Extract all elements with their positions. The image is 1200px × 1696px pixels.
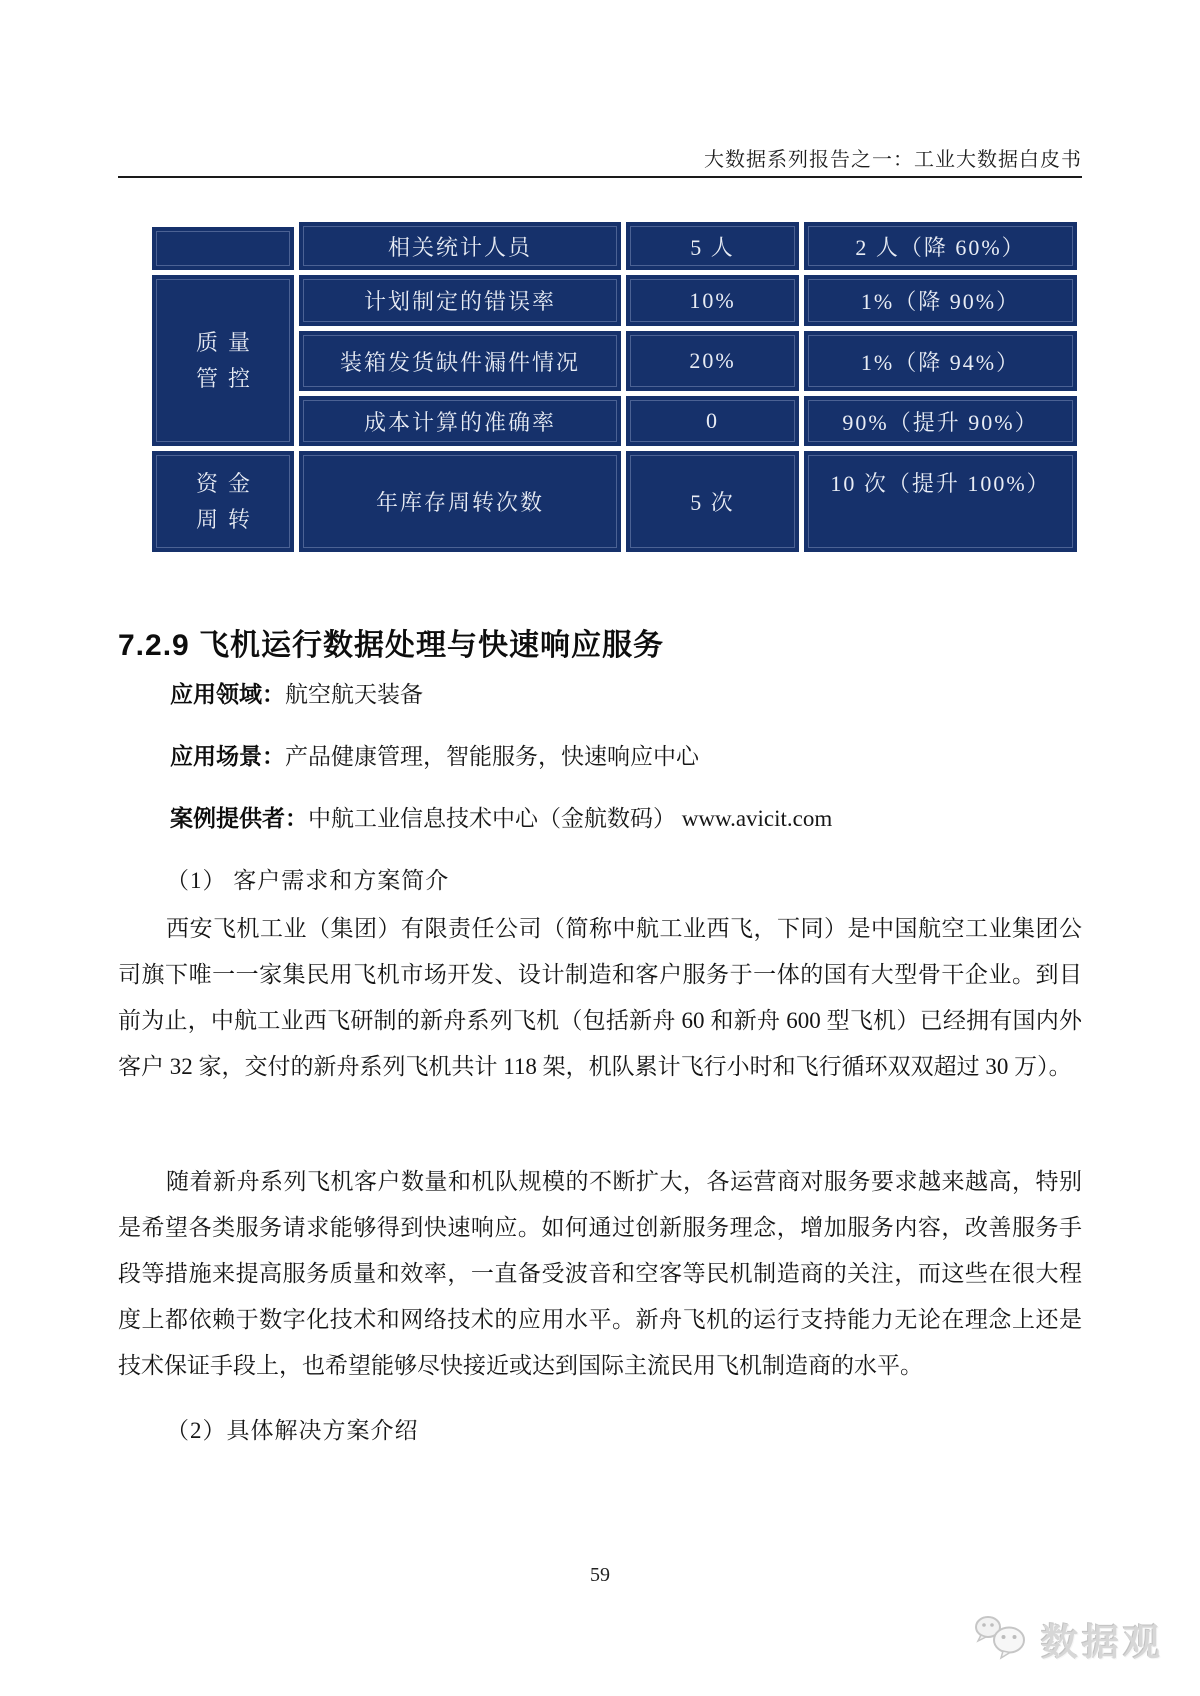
field-application-scene: [170, 738, 699, 771]
header-rule: [118, 176, 1082, 178]
table-cell-group-empty: [152, 227, 294, 270]
group-capital-line2: 周转: [195, 506, 260, 532]
table-cell-after: 1%（降 94%）: [804, 331, 1077, 391]
table-cell-before: 0: [626, 396, 799, 446]
subsection-2-title: （2）具体解决方案介绍: [166, 1418, 419, 1443]
table-cell-metric: 相关统计人员: [299, 222, 621, 270]
field-value: 航空航天装备: [285, 682, 423, 707]
table-cell-before: 10%: [626, 275, 799, 326]
field-label: 应用领域：: [170, 681, 285, 707]
watermark: [973, 1612, 1164, 1666]
table-cell-metric: 成本计算的准确率: [299, 396, 621, 446]
table-cell-after: 90%（提升 90%）: [804, 396, 1077, 446]
table-cell-group-quality: [152, 275, 294, 446]
field-application-domain: [170, 676, 423, 709]
field-case-provider: [170, 800, 832, 833]
table-cell-after: 1%（降 90%）: [804, 275, 1077, 326]
subsection-1-title: （1） 客户需求和方案简介: [166, 868, 450, 893]
table-cell-metric: 计划制定的错误率: [299, 275, 621, 326]
group-capital-line1: 资金: [195, 470, 260, 496]
page-number: 59: [590, 1564, 610, 1586]
field-label: 应用场景：: [170, 743, 285, 769]
running-header: 大数据系列报告之一：工业大数据白皮书: [704, 149, 1082, 171]
table-cell-metric: 装箱发货缺件漏件情况: [299, 331, 621, 391]
table-cell-before: 5 次: [626, 451, 799, 552]
table-cell-before: 5 人: [626, 222, 799, 270]
group-quality-line1: 质量: [195, 329, 260, 355]
watermark-text: 数据观: [1041, 1622, 1164, 1663]
wechat-icon: [973, 1613, 1031, 1666]
table-cell-metric: 年库存周转次数: [299, 451, 621, 552]
body-paragraph-1: 西安飞机工业（集团）有限责任公司（简称中航工业西飞，下同）是中国航空工业集团公司旗下唯一一家集民用飞机市场开发、设计制造和客户服务于一体的国有大型骨干企业。到目前为止，中航工业西飞研制的新舟系列飞机（包括新舟 60 和新舟 600 型飞机）已经拥有国内外客户 32 家，交付的新舟系列飞机共计 118 架，机队累计飞行小时和飞行循环双双超过 30 万）。: [118, 916, 1082, 1079]
table-cell-after: 2 人（降 60%）: [804, 222, 1077, 270]
group-quality-line2: 管控: [195, 365, 260, 391]
body-paragraph-2: 随着新舟系列飞机客户数量和机队规模的不断扩大，各运营商对服务要求越来越高，特别是希望各类服务请求能够得到快速响应。如何通过创新服务理念，增加服务内容，改善服务手段等措施来提高服务质量和效率，一直备受波音和空客等民机制造商的关注，而这些在很大程度上都依赖于数字化技术和网络技术的应用水平。新舟飞机的运行支持能力无论在理念上还是技术保证手段上，也希望能够尽快接近或达到国际主流民用飞机制造商的水平。: [118, 1169, 1082, 1378]
field-label: 案例提供者：: [170, 805, 308, 831]
table-cell-before: 20%: [626, 331, 799, 391]
section-heading: 7.2.9 飞机运行数据处理与快速响应服务: [118, 629, 665, 662]
table-cell-after: 10 次（提升 100%）: [804, 451, 1077, 552]
field-value: 中航工业信息技术中心（金航数码） www.avicit.com: [308, 806, 833, 831]
field-value: 产品健康管理，智能服务，快速响应中心: [285, 744, 699, 769]
table-cell-group-capital: [152, 451, 294, 552]
performance-table: [152, 222, 1077, 552]
